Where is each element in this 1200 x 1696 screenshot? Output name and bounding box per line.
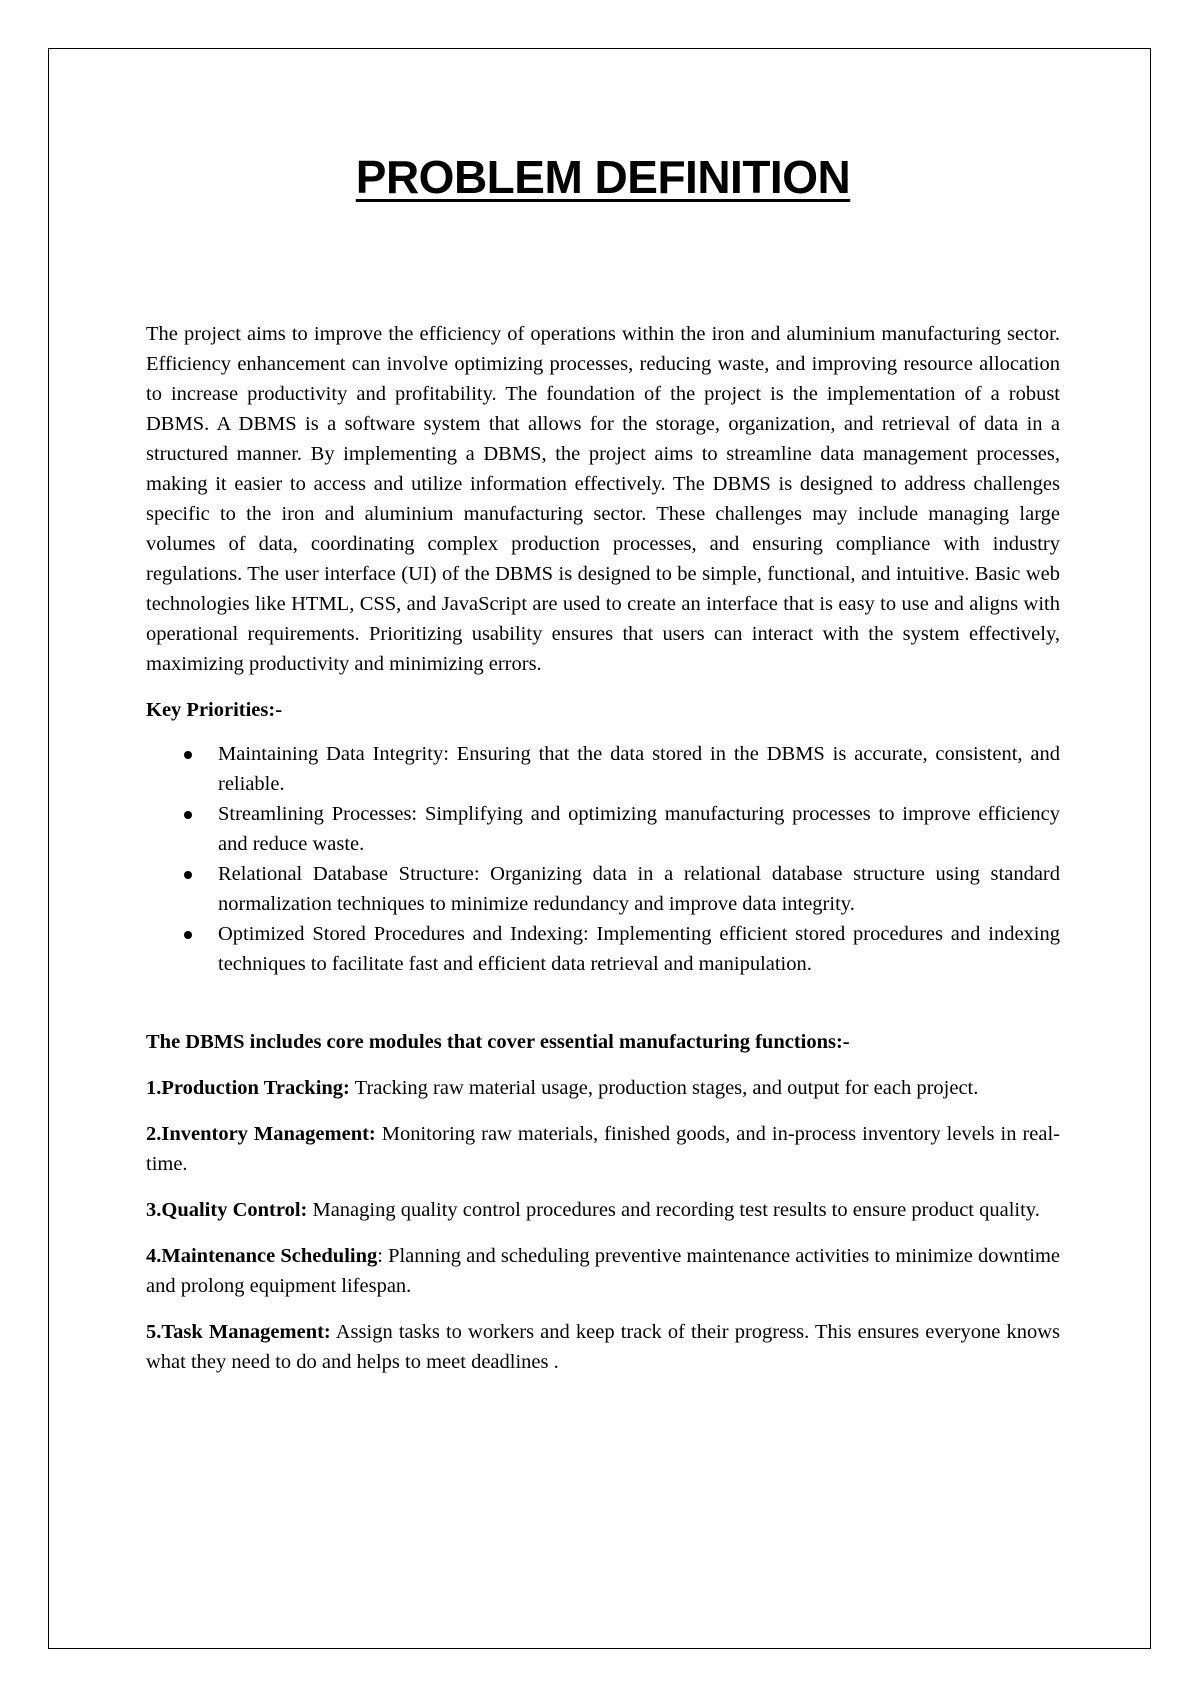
- key-priorities-list: [146, 739, 1060, 979]
- priority-text: Maintaining Data Integrity: Ensuring that the data stored in the DBMS is accurate, consistent, and reliable.: [218, 743, 1060, 795]
- module-text: Monitoring raw materials, finished goods, and in-process inventory levels in real-time.: [146, 1123, 1060, 1175]
- priority-text: Relational Database Structure: Organizing data in a relational database structure using standard normalization techniques to minimize redundancy and improve data integrity.: [218, 863, 1060, 915]
- bullet-icon: [184, 811, 192, 819]
- page-title: PROBLEM DEFINITION: [355, 151, 851, 203]
- module-text: Managing quality control procedures and recording test results to ensure product quality.: [307, 1199, 1040, 1221]
- bullet-icon: [184, 931, 192, 939]
- priority-text: Optimized Stored Procedures and Indexing: Implementing efficient stored procedures and indexing techniques to facilitate fast and efficient data retrieval and manipulation.: [218, 923, 1060, 975]
- module-text: Tracking raw material usage, production stages, and output for each project.: [349, 1077, 979, 1099]
- intro-paragraph: The project aims to improve the efficiency of operations within the iron and aluminium manufacturing sector. Efficiency enhancement can involve optimizing processes, reducing waste, and improving resource allocation to increase productivity and profitability. The foundation of the project is the implementation of a robust DBMS. A DBMS is a software system that allows for the storage, organization, and retrieval of data in a structured manner. By implementing a DBMS, the project aims to streamline data management processes, making it easier to access and utilize information effectively. The DBMS is designed to address challenges specific to the iron and aluminium manufacturing sector. These challenges may include managing large volumes of data, coordinating complex production processes, and ensuring compliance with industry regulations. The user interface (UI) of the DBMS is designed to be simple, functional, and intuitive. Basic web technologies like HTML, CSS, and JavaScript are used to create an interface that is easy to use and aligns with operational requirements. Prioritizing usability ensures that users can interact with the system effectively, maximizing productivity and minimizing errors.: [146, 323, 1060, 675]
- bullet-icon: [184, 871, 192, 879]
- module-label: 2.Inventory Management:: [146, 1123, 376, 1145]
- module-text: Assign tasks to workers and keep track of their progress. This ensures everyone knows what they need to do and helps to meet deadlines .: [146, 1321, 1060, 1373]
- module-text: : Planning and scheduling preventive maintenance activities to minimize downtime and prolong equipment lifespan.: [146, 1245, 1060, 1297]
- module-label: 3.Quality Control:: [146, 1199, 308, 1221]
- module-production-tracking: [146, 1073, 1060, 1103]
- list-item: [218, 799, 1060, 859]
- module-task-management: [146, 1317, 1060, 1377]
- list-item: [218, 919, 1060, 979]
- bullet-icon: [184, 751, 192, 759]
- key-priorities-heading: Key Priorities:-: [146, 699, 283, 721]
- module-label: 1.Production Tracking:: [146, 1077, 350, 1099]
- module-label: 5.Task Management:: [146, 1321, 331, 1343]
- module-maintenance-scheduling: [146, 1241, 1060, 1301]
- priority-text: Streamlining Processes: Simplifying and optimizing manufacturing processes to improve efficiency and reduce waste.: [218, 803, 1060, 855]
- module-inventory-management: [146, 1119, 1060, 1179]
- modules-heading: The DBMS includes core modules that cover essential manufacturing functions:-: [146, 1031, 850, 1053]
- list-item: [218, 859, 1060, 919]
- module-label: 4.Maintenance Scheduling: [146, 1245, 378, 1267]
- list-item: [218, 739, 1060, 799]
- module-quality-control: [146, 1195, 1060, 1225]
- document-body: [146, 150, 1060, 1377]
